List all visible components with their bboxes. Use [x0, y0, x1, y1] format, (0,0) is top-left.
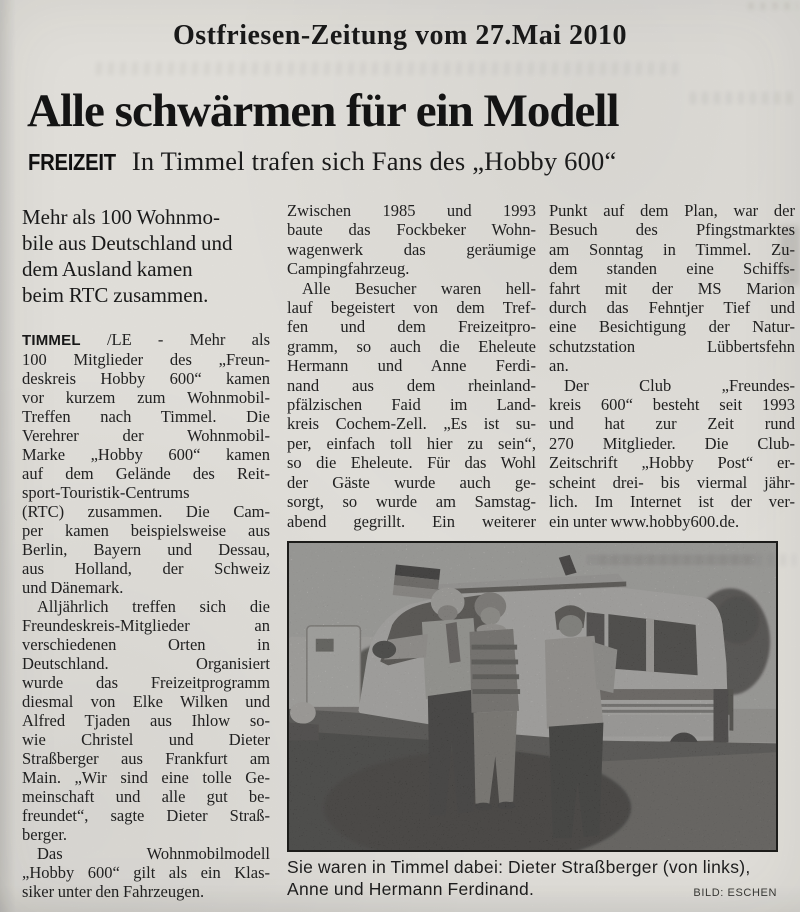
caption-text: Sie waren in Timmel dabei: Dieter Straßberger (von links), Anne und Hermann Ferdinand.	[287, 857, 751, 899]
kicker-section-label: FREIZEIT	[28, 149, 116, 175]
kicker-subheadline: In Timmel trafen sich Fans des „Hobby 600“	[131, 146, 617, 176]
article-headline: Alle schwärmen für ein Modell	[27, 85, 619, 137]
article-column-3	[549, 201, 795, 531]
newspaper-dateline: Ostfriesen-Zeitung vom 27.Mai 2010	[172, 20, 628, 51]
article-column-2	[287, 201, 536, 531]
article-photo	[287, 541, 778, 852]
article-body-column-2: Zwischen 1985 und 1993 baute das Fockbeker Wohn- wagenwerk das geräumige Campingfahrzeug. Alle Besucher waren hell- lauf begeistert von dem Tref- fen und dem Freizeitpro- gramm, so auch die Eheleute Hermann und Anne Ferdi- nand aus dem rheinland- pfälzischen Faid im Land- kreis Cochem-Zell. „Es ist su- per, einfach toll hier zu sein“, so die Eheleute. Für das Wohl der Gäste wurde auch ge- sorgt, so wurde am Samstag- abend gegrillt. Ein weiterer	[287, 201, 536, 531]
article-lead-paragraph: Mehr als 100 Wohnmo- bile aus Deutschland und dem Ausland kamen beim RTC zusammen.	[22, 205, 233, 307]
photo-credit: BILD: ESCHEN	[693, 887, 777, 899]
article-body-column-3: Punkt auf dem Plan, war der Besuch des Pfingstmarktes am Sonntag in Timmel. Zu- dem standen eine Schiffs- fahrt mit der MS Marion durch das Fehntjer Tief und eine Besichtigung der Natur- schutzstation Lübbertsfehn an. Der Club „Freundes- kreis 600“ besteht seit 1993 und hat zur Zeit rund 270 Mitglieder. Die Club- Zeitschrift „Hobby Post“ er- scheint drei- bis viermal jähr- lich. Im Internet ist der ver- ein unter www.hobby600.de.	[549, 201, 795, 531]
bleed-through-smudge	[96, 62, 682, 75]
bleed-through-smudge	[748, 2, 798, 10]
article-column-1	[22, 204, 270, 901]
photo-caption	[287, 856, 787, 900]
photo-grain-light	[289, 543, 776, 850]
photo-scene	[289, 543, 776, 850]
article-kicker	[28, 146, 768, 177]
article-body-column-1: TIMMEL /LE - Mehr als 100 Mitglieder des „Freun- deskreis Hobby 600“ kamen vor kurzem zum Wohnmobil- Treffen nach Timmel. Die Verehrer der Wohnmobil- Marke „Hobby 600“ kamen auf dem Gelände des Reit- sport-Touristik-Centrums (RTC) zusammen. Die Cam- per kamen beispielsweise aus Berlin, Bayern und Dessau, aus Holland, der Schweiz und Dänemark. Alljährlich treffen sich die Freundeskreis-Mitglieder an verschiedenen Orten in Deutschland. Organisiert wurde das Freizeitprogramm diesmal von Elke Wilken und Alfred Tjaden aus Ihlow so- wie Christel und Dieter Straßberger aus Frankfurt am Main. „Wir sind eine tolle Ge- meinschaft und alle gut be- freundet“, sagte Dieter Straß- berger. Das Wohnmobilmodell „Hobby 600“ gilt als ein Klas- siker unter den Fahrzeugen.	[22, 330, 270, 901]
